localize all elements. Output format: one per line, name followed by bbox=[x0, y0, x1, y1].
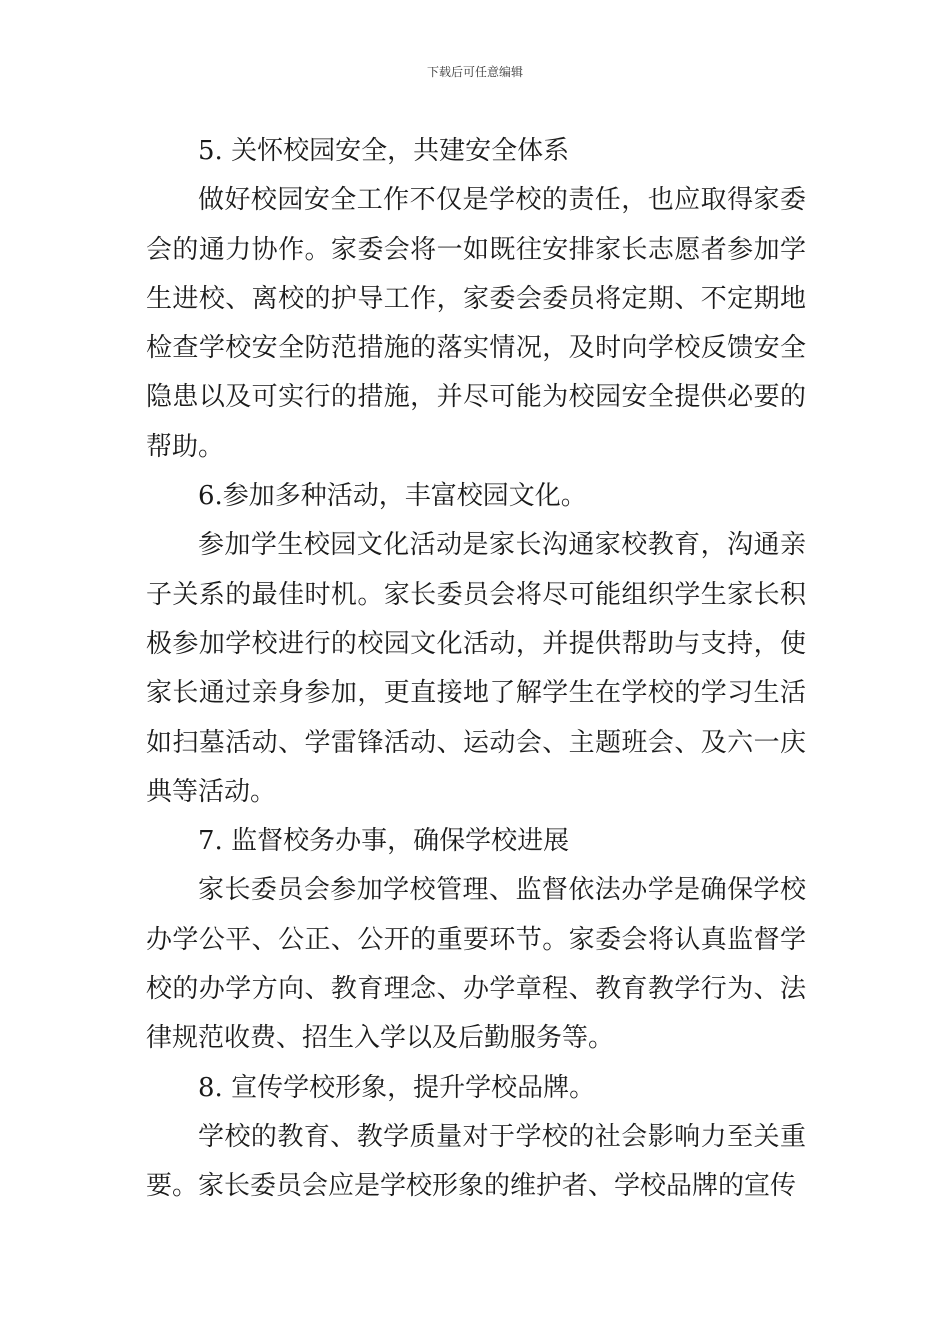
section-heading-7: 7. 监督校务办事，确保学校进展 bbox=[198, 826, 570, 857]
paragraph-school-image: 学校的教育、教学质量对于学校的社会影响力至关重要。家长委员会应是学校形象的维护者、学校品牌的宣传 bbox=[146, 1121, 806, 1202]
paragraph-campus-safety: 做好校园安全工作不仅是学校的责任，也应取得家委会的通力协作。家委会将一如既往安排家长志愿者参加学生进校、离校的护导工作，家委会委员将定期、不定期地检查学校安全防范措施的落实情况，及时向学校反馈安全隐患以及可实行的措施，并尽可能为校园安全提供必要的帮助。 bbox=[146, 185, 806, 462]
section-heading-5: 5. 关怀校园安全，共建安全体系 bbox=[198, 136, 570, 166]
page-header: 下载后可任意编辑 bbox=[426, 65, 523, 79]
paragraph-school-supervision: 家长委员会参加学校管理、监督依法办学是确保学校办学公平、公正、公开的重要环节。家委会将认真监督学校的办学方向、教育理念、办学章程、教育教学行为、法律规范收费、招生入学以及后勤服务等。 bbox=[146, 875, 806, 1054]
section-heading-8: 8. 宣传学校形象，提升学校品牌。 bbox=[198, 1072, 596, 1103]
document-body bbox=[146, 127, 806, 1212]
section-heading-6: 6.参加多种活动，丰富校园文化。 bbox=[198, 481, 587, 512]
paragraph-campus-culture: 参加学生校园文化活动是家长沟通家校教育，沟通亲子关系的最佳时机。家长委员会将尽可能组织学生家长积极参加学校进行的校园文化活动，并提供帮助与支持，使家长通过亲身参加，更直接地了解学生在学校的学习生活如扫墓活动、学雷锋活动、运动会、主题班会、及六一庆典等活动。 bbox=[146, 530, 806, 807]
